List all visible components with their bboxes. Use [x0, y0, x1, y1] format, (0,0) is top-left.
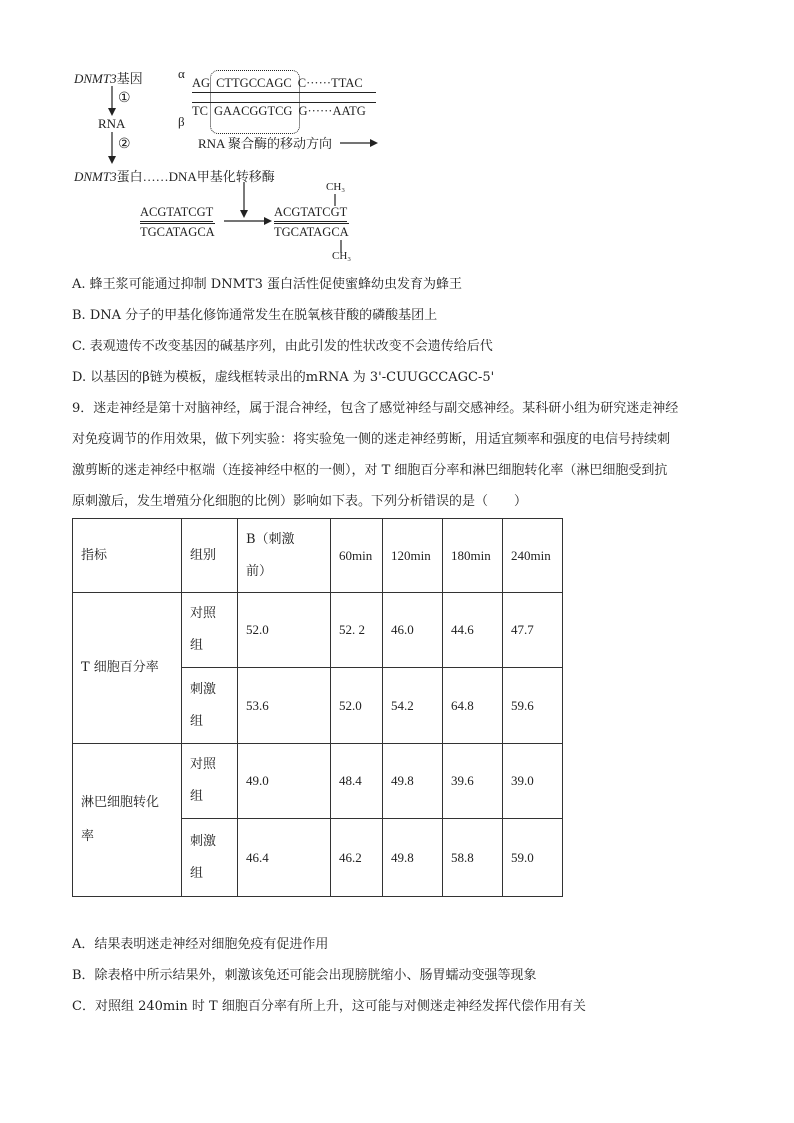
header-120min: 120min [383, 519, 443, 593]
indicator-label: 淋巴细胞转化 [81, 795, 160, 810]
table-cell: 47.7 [503, 593, 563, 668]
table-cell: 49.8 [383, 819, 443, 897]
table-cell: 46.4 [238, 819, 331, 897]
table-cell: 54.2 [383, 668, 443, 744]
table-row [73, 744, 563, 819]
header-before-line2: 前） [246, 563, 273, 579]
table-cell: 64.8 [443, 668, 503, 744]
transcription-dashed-box [210, 70, 300, 134]
header-60min: 60min [331, 519, 383, 593]
protein-suffix: 蛋白 [116, 169, 143, 184]
alpha-box-seq: CTTGCCAGC [216, 76, 292, 90]
table-cell: 58.8 [443, 819, 503, 897]
q8-option-d: D. 以基因的β链为模板，虚线框转录出的mRNA 为 3'-CUUGCCAGC-5' [72, 370, 495, 385]
dna-before-top: ACGTATCGT [140, 205, 213, 222]
table-header-row [73, 519, 563, 593]
header-group: 组别 [182, 519, 238, 593]
table-cell: 46.0 [383, 593, 443, 668]
group-label: 对照 [190, 606, 217, 621]
q9-stem-line4: 原刺激后，发生增殖分化细胞的比例）影响如下表。下列分析错误的是（ ） [72, 494, 528, 509]
q8-option-a: A. 蜂王浆可能通过抑制 DNMT3 蛋白活性促使蜜蜂幼虫发育为蜂王 [72, 277, 462, 292]
rna-label: RNA [98, 116, 126, 131]
alpha-label: α [178, 66, 185, 81]
group-label: 组 [190, 789, 204, 804]
header-180min: 180min [443, 519, 503, 593]
dna-before-bottom: TGCATAGCA [140, 225, 215, 239]
q9-option-c: C．对照组 240min 时 T 细胞百分率有所上升，这可能与对侧迷走神经发挥代偿作用有关 [72, 999, 586, 1014]
alpha-right: C······TTAC [297, 76, 363, 90]
dna-after-bottom: TGCATAGCA [274, 225, 349, 239]
table-cell: 52. 2 [331, 593, 383, 668]
group-label: 组 [190, 638, 204, 653]
table-cell: 49.0 [238, 744, 331, 819]
header-indicator: 指标 [73, 519, 182, 593]
step1-marker: ① [118, 91, 131, 106]
gene-name: DNMT3 [74, 71, 117, 86]
table-cell: 39.6 [443, 744, 503, 819]
q9-stem-line2: 对免疫调节的作用效果，做下列实验：将实验兔一侧的迷走神经剪断，用适宜频率和强度的电信号持续刺 [72, 432, 671, 447]
direction-arrow [340, 137, 380, 149]
table-cell: 59.0 [503, 819, 563, 897]
alpha-left: AG [192, 76, 211, 90]
group-label: 刺激 [190, 833, 217, 849]
indicator-label: 率 [81, 829, 95, 844]
header-before [238, 519, 331, 593]
indicator-t-cell: T 细胞百分率 [73, 593, 182, 744]
group-control [182, 593, 238, 668]
group-label: 对照 [190, 757, 217, 772]
beta-box-seq: GAACGGTCG [213, 104, 293, 118]
enzyme-label: ……DNA甲基化转移酶 [142, 169, 275, 184]
step2-marker: ② [118, 137, 131, 152]
table-cell: 46.2 [331, 819, 383, 897]
table-cell: 48.4 [331, 744, 383, 819]
methyl-group-bottom: CH₃ [332, 250, 352, 262]
table-cell: 39.0 [503, 744, 563, 819]
q9-option-a: A．结果表明迷走神经对细胞免疫有促进作用 [72, 937, 329, 952]
table-cell: 53.6 [238, 668, 331, 744]
gene-label [74, 68, 143, 87]
methyl-group-top: CH₃ [326, 181, 346, 193]
header-240min: 240min [503, 519, 563, 593]
q8-option-b: B. DNA 分子的甲基化修饰通常发生在脱氧核苷酸的磷酸基团上 [72, 308, 438, 323]
header-before-line1: B（刺激 [246, 531, 295, 547]
table-cell: 49.8 [383, 744, 443, 819]
q8-option-c: C. 表观遗传不改变基因的碱基序列，由此引发的性状改变不会遗传给后代 [72, 339, 493, 354]
group-stimulated [182, 668, 238, 744]
methylation-arrow [224, 214, 274, 228]
dna-after-top: ACGTATCGT [274, 205, 347, 222]
table-cell: 52.0 [331, 668, 383, 744]
table-row [73, 593, 563, 668]
group-label: 组 [190, 713, 204, 729]
table-cell: 52.0 [238, 593, 331, 668]
indicator-lymphocyte [73, 744, 182, 897]
protein-name: DNMT3 [74, 169, 117, 184]
q9-stem-line3: 激剪断的迷走神经中枢端（连接神经中枢的一侧），对 T 细胞百分率和淋巴细胞转化率（淋巴细胞受到抗 [72, 463, 668, 478]
table-cell: 59.6 [503, 668, 563, 744]
group-stimulated [182, 819, 238, 897]
beta-label: β [178, 114, 185, 129]
results-table [72, 518, 563, 897]
group-label: 组 [190, 865, 204, 881]
group-control [182, 744, 238, 819]
beta-left: TC [192, 104, 208, 118]
beta-right: G······AATG [298, 104, 366, 118]
gene-suffix: 基因 [116, 71, 143, 86]
rna-polymerase-direction: RNA 聚合酶的移动方向 [198, 136, 332, 151]
q9-stem-line1: 9．迷走神经是第十对脑神经，属于混合神经，包含了感觉神经与副交感神经。某科研小组为研究迷走神经 [72, 401, 679, 416]
table-cell: 44.6 [443, 593, 503, 668]
group-label: 刺激 [190, 681, 217, 697]
q9-option-b: B．除表格中所示结果外，刺激该兔还可能会出现膀胱缩小、肠胃蠕动变强等现象 [72, 968, 537, 983]
